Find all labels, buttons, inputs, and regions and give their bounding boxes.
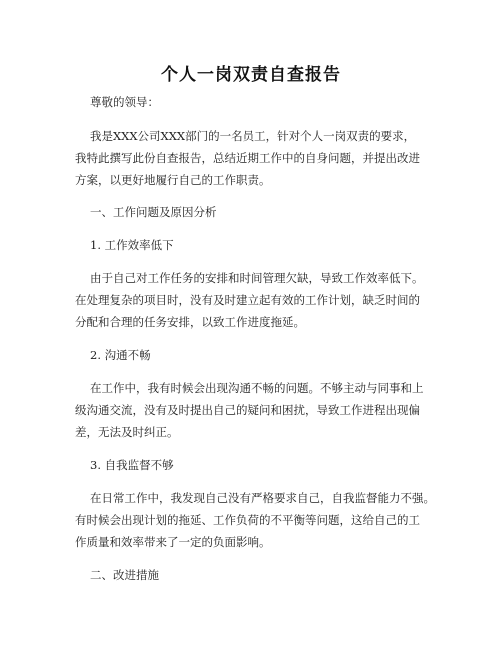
item1-line-2: 在处理复杂的项目时，没有及时建立起有效的工作计划，缺乏时间的 [75, 293, 420, 307]
item3-line-3: 作质量和效率带来了一定的负面影响。 [75, 535, 271, 549]
item-heading-3: 3. 自我监督不够 [90, 458, 174, 472]
item-heading-2: 2. 沟通不畅 [90, 348, 151, 362]
intro-line-2: 我特此撰写此份自查报告，总结近期工作中的自身问题，并提出改进 [75, 151, 420, 165]
item3-line-2: 有时候会出现计划的拖延、工作负荷的不平衡等问题，这给自己的工 [75, 513, 420, 527]
item2-line-1: 在工作中，我有时候会出现沟通不畅的问题。不够主动与同事和上 [90, 381, 424, 395]
section-heading-2: 二、改进措施 [90, 568, 159, 582]
item-heading-1: 1. 工作效率低下 [90, 238, 174, 252]
item1-line-1: 由于自己对工作任务的安排和时间管理欠缺，导致工作效率低下。 [90, 271, 424, 285]
intro-line-1: 我是XXX公司XXX部门的一名员工，针对个人一岗双责的要求， [90, 129, 416, 143]
item1-line-3: 分配和合理的任务安排，以致工作进度拖延。 [75, 315, 305, 329]
item3-line-1: 在日常工作中，我发现自己没有严格要求自己，自我监督能力不强。 [90, 491, 435, 505]
document-title: 个人一岗双责自查报告 [161, 65, 341, 85]
item2-line-2: 级沟通交流，没有及时提出自己的疑问和困扰，导致工作进程出现偏 [75, 403, 420, 417]
intro-line-3: 方案，以更好地履行自己的工作职责。 [75, 173, 271, 187]
item2-line-3: 差，无法及时纠正。 [75, 425, 179, 439]
salutation: 尊敬的领导： [90, 95, 159, 109]
section-heading-1: 一、工作问题及原因分析 [90, 205, 217, 219]
